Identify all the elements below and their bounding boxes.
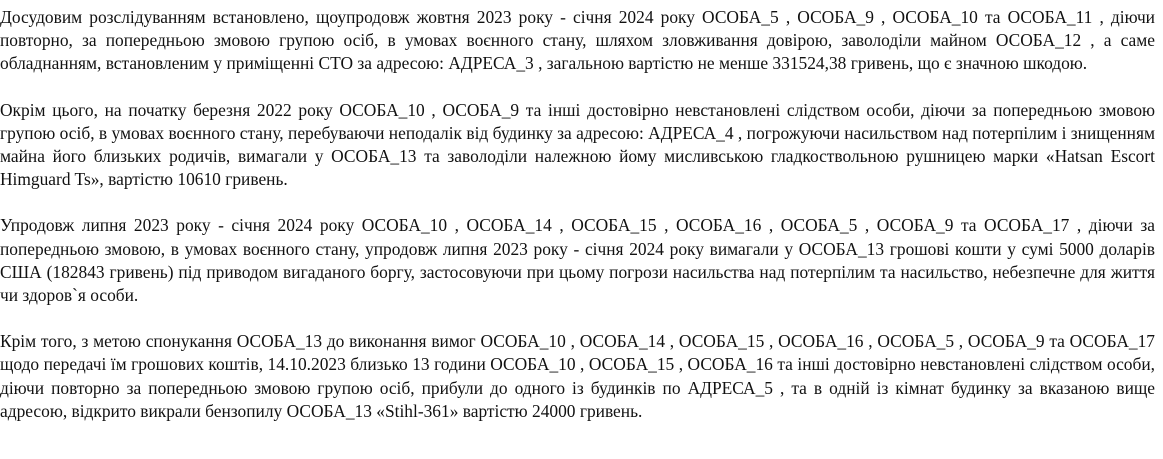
paragraph-chainsaw-theft: Крім того, з метою спонукання ОСОБА_13 до виконання вимог ОСОБА_10 , ОСОБА_14 , ОСОБА_15 , ОСОБА_16 , ОСОБА_5 , ОСОБА_9 та ОСОБА_17 щодо передачі їм грошових коштів, 14.10.2023 близько 13 години ОСОБА_10 , ОСОБА_15 , ОСОБА_16 та інші достовірно невстановлені слідством особи, діючи повторно за попередньою змовою групою осіб, прибули до одного із будинків по АДРЕСА_5 , та в одній із кімнат будинку за вказаною вище адресою, відкрито викрали бензопилу ОСОБА_13 «Stihl-361» вартістю 24000 гривень.	[0, 331, 1155, 421]
paragraph-investigation-finding: Досудовим розслідуванням встановлено, щоупродовж жовтня 2023 року - січня 2024 року ОСОБА_5 , ОСОБА_9 , ОСОБА_10 та ОСОБА_11 , діючи повторно, за попередньою змовою групою осіб, в умовах воєнного стану, шляхом зловживання довірою, заволоділи майном ОСОБА_12 , а саме обладнанням, встановленим у приміщенні СТО за адресою: АДРЕСА_3 , загальною вартістю не менше 331524,38 гривень, що є значною шкодою.	[0, 7, 1155, 74]
paragraph-rifle-extortion: Окрім цього, на початку березня 2022 року ОСОБА_10 , ОСОБА_9 та інші достовірно невстановлені слідством особи, діючи за попередньою змовою групою осіб, в умовах воєнного стану, перебуваючи неподалік від будинку за адресою: АДРЕСА_4 , погрожуючи насильством над потерпілим і знищенням майна його близьких родичів, вимагали у ОСОБА_13 та заволоділи належною йому мисливською гладкоствольною рушницею марки «Hatsan Escort Himguard Ts», вартістю 10610 гривень.	[0, 99, 1155, 190]
paragraph-money-extortion: Упродовж липня 2023 року - січня 2024 року ОСОБА_10 , ОСОБА_14 , ОСОБА_15 , ОСОБА_16 , ОСОБА_5 , ОСОБА_9 та ОСОБА_17 , діючи за попередньою змовою, в умовах воєнного стану, упродовж липня 2023 року - січня 2024 року вимагали у ОСОБА_13 грошові кошти у сумі 5000 доларів США (182843 гривень) під приводом вигаданого боргу, застосовуючи при цьому погрози насильства над потерпілим та насильство, небезпечне для життя чи здоров`я особи.	[0, 215, 1155, 306]
